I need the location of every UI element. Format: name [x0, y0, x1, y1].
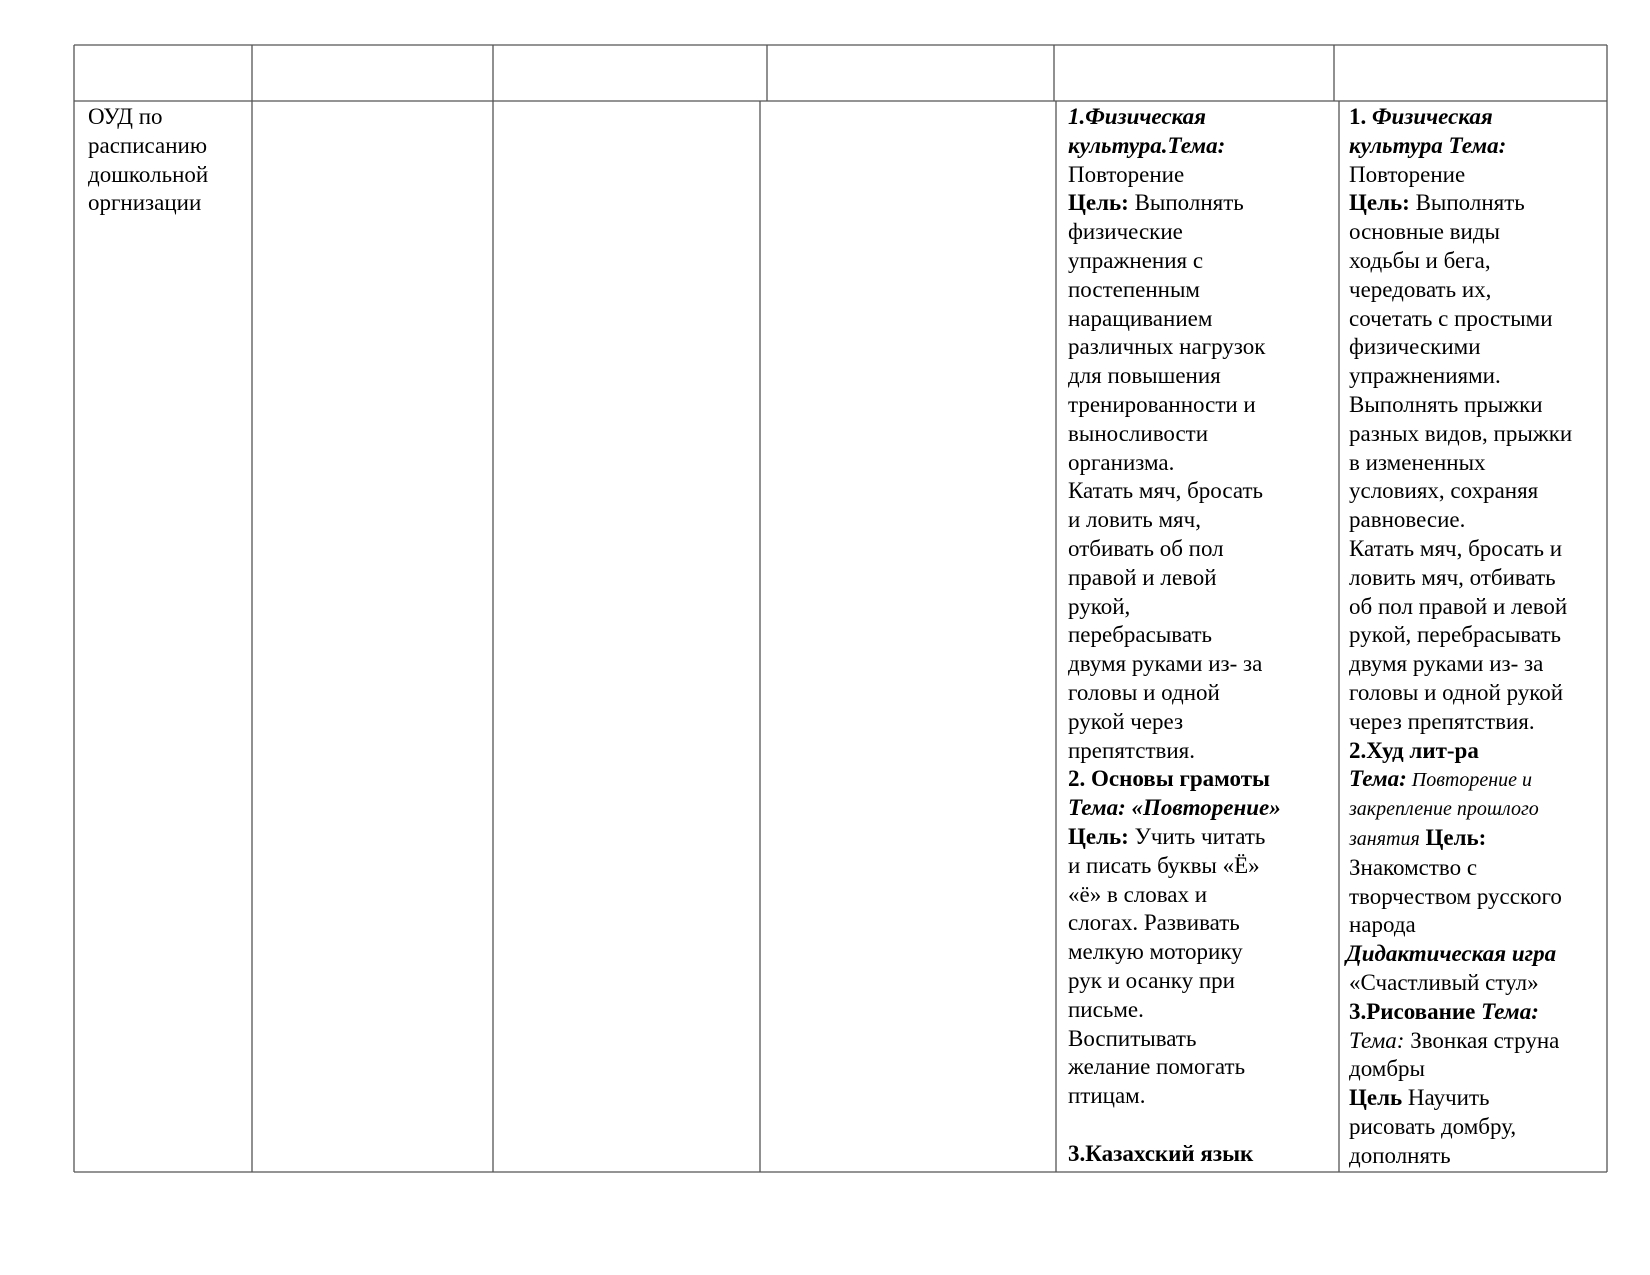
literacy-theme: Тема: «Повторение»: [1068, 795, 1281, 821]
day-5-activities-cell: [1068, 103, 1281, 1168]
pe-goal-line: выносливости: [1068, 420, 1209, 446]
pe-goal-line: об пол правой и левой: [1349, 593, 1568, 619]
goal-text: Учить читать: [1128, 823, 1266, 849]
pe-goal-line: упражнениями.: [1349, 363, 1501, 389]
literature-theme-line: закрепление прошлого: [1349, 798, 1539, 821]
pe-goal-line: двумя руками из- за: [1068, 651, 1263, 677]
pe-goal-line: в измененных: [1349, 449, 1486, 475]
pe-goal-line: отбивать об пол: [1068, 535, 1224, 561]
row-label-line: дошкольной: [88, 161, 209, 187]
drawing-title: [1349, 998, 1572, 1027]
literacy-goal-line: «ё» в словах и: [1068, 881, 1208, 907]
goal-label: Цель: [1349, 1085, 1403, 1111]
drawing-goal-line: рисовать домбру,: [1349, 1113, 1517, 1139]
literacy-goal-line: Воспитывать: [1068, 1025, 1197, 1051]
blank-line: [1068, 1111, 1281, 1140]
pe-goal-line: головы и одной: [1068, 679, 1220, 705]
pe-theme: Повторение: [1068, 161, 1185, 187]
pe-title: [1349, 103, 1572, 132]
pe-goal-line: Катать мяч, бросать: [1068, 478, 1264, 504]
pe-goal-line: основные виды: [1349, 219, 1500, 245]
literature-goal-line: творчеством русского: [1349, 883, 1562, 909]
literature-goal-line: Знакомство с: [1349, 854, 1478, 880]
drawing-goal-line: дополнять: [1349, 1142, 1451, 1168]
pe-goal-line: ловить мяч, отбивать: [1349, 564, 1556, 590]
goal-text: Научить: [1402, 1085, 1490, 1111]
theme-text: занятия: [1349, 827, 1420, 850]
pe-goal-line: рукой, перебрасывать: [1349, 622, 1562, 648]
pe-goal-line: ходьбы и бега,: [1349, 247, 1491, 273]
pe-goal-line: через препятствия.: [1349, 708, 1535, 734]
pe-goal-line: условиях, сохраняя: [1349, 478, 1539, 504]
pe-goal-line: Выполнять прыжки: [1349, 391, 1543, 417]
literature-theme-goal: [1349, 824, 1572, 854]
literacy-goal-line: мелкую моторику: [1068, 939, 1243, 965]
day-6-activities-cell: [1346, 103, 1573, 1170]
drawing-goal: [1349, 1084, 1572, 1113]
literature-goal-line: народа: [1349, 912, 1416, 938]
theme-label: Тема:: [1349, 1027, 1405, 1053]
pe-goal-line: и ловить мяч,: [1068, 507, 1201, 533]
didactic-game-label: Дидактическая игра: [1346, 941, 1557, 967]
literacy-goal-line: желание помогать: [1068, 1054, 1246, 1080]
drawing-theme-line: домбры: [1349, 1056, 1425, 1082]
goal-label: Цель:: [1068, 190, 1129, 216]
pe-goal-line: равновесие.: [1349, 507, 1466, 533]
pe-goal: [1068, 189, 1281, 218]
literacy-title: 2. Основы грамоты: [1068, 766, 1270, 792]
pe-goal-line: двумя руками из- за: [1349, 651, 1544, 677]
row-label-line: расписанию: [88, 132, 208, 158]
goal-text: Выполнять: [1409, 190, 1525, 216]
row-label-line: ОУД по: [88, 104, 163, 129]
kazakh-title: 3.Казахский язык: [1068, 1140, 1254, 1166]
goal-label: Цель:: [1419, 824, 1487, 850]
pe-title: [1068, 103, 1281, 132]
literacy-goal: [1068, 823, 1281, 852]
pe-goal-line: для повышения: [1068, 363, 1221, 389]
literature-title: 2.Худ лит-ра: [1349, 737, 1479, 763]
pe-goal-line: физические: [1068, 219, 1183, 245]
literacy-goal-line: и писать буквы «Ё»: [1068, 852, 1260, 878]
pe-title-part: культура Тема:: [1349, 132, 1507, 158]
theme-label: Тема:: [1481, 998, 1539, 1024]
pe-title-part: культура.Тема:: [1068, 132, 1226, 158]
pe-goal-line: рукой через: [1068, 708, 1184, 734]
goal-label: Цель:: [1068, 823, 1129, 849]
pe-goal-line: упражнения с: [1068, 247, 1204, 273]
literacy-goal-line: слогах. Развивать: [1068, 910, 1240, 936]
pe-theme: Повторение: [1349, 161, 1466, 187]
pe-goal-line: постепенным: [1068, 276, 1200, 302]
pe-goal-line: тренированности и: [1068, 391, 1256, 417]
theme-text: Звонкая струна: [1404, 1027, 1560, 1053]
pe-goal-line: сочетать с простыми: [1349, 305, 1553, 331]
drawing-theme: [1349, 1027, 1572, 1056]
drawing-title-text: 3.Рисование: [1349, 998, 1482, 1024]
pe-goal: [1349, 189, 1572, 218]
pe-goal-line: наращиванием: [1068, 305, 1213, 331]
literacy-goal-line: рук и осанку при: [1068, 967, 1235, 993]
pe-goal-line: препятствия.: [1068, 737, 1195, 763]
pe-number: 1.: [1349, 104, 1372, 129]
pe-goal-line: Катать мяч, бросать и: [1349, 535, 1563, 561]
pe-goal-line: чередовать их,: [1349, 276, 1492, 302]
pe-goal-line: правой и левой: [1068, 564, 1217, 590]
pe-goal-line: организма.: [1068, 449, 1175, 475]
pe-goal-line: физическими: [1349, 334, 1481, 360]
literature-theme: [1349, 765, 1572, 795]
didactic-game-name: «Счастливый стул»: [1349, 969, 1539, 995]
goal-label: Цель:: [1349, 190, 1410, 216]
pe-title-part: Физическая: [1085, 104, 1206, 129]
literacy-goal-line: птицам.: [1068, 1083, 1146, 1109]
pe-goal-line: разных видов, прыжки: [1349, 420, 1573, 446]
pe-goal-line: головы и одной рукой: [1349, 679, 1564, 705]
theme-label: Тема:: [1349, 766, 1407, 792]
literacy-goal-line: письме.: [1068, 996, 1144, 1022]
pe-number: 1.: [1068, 104, 1086, 129]
pe-goal-line: рукой,: [1068, 593, 1131, 619]
row-label-line: оргнизации: [88, 190, 202, 216]
pe-title-part: Физическая: [1372, 104, 1493, 129]
pe-goal-line: различных нагрузок: [1068, 334, 1266, 360]
goal-text: Выполнять: [1128, 190, 1244, 216]
row-label-cell: [88, 103, 208, 218]
pe-goal-line: перебрасывать: [1068, 622, 1213, 648]
theme-text: Повторение и: [1406, 769, 1533, 792]
